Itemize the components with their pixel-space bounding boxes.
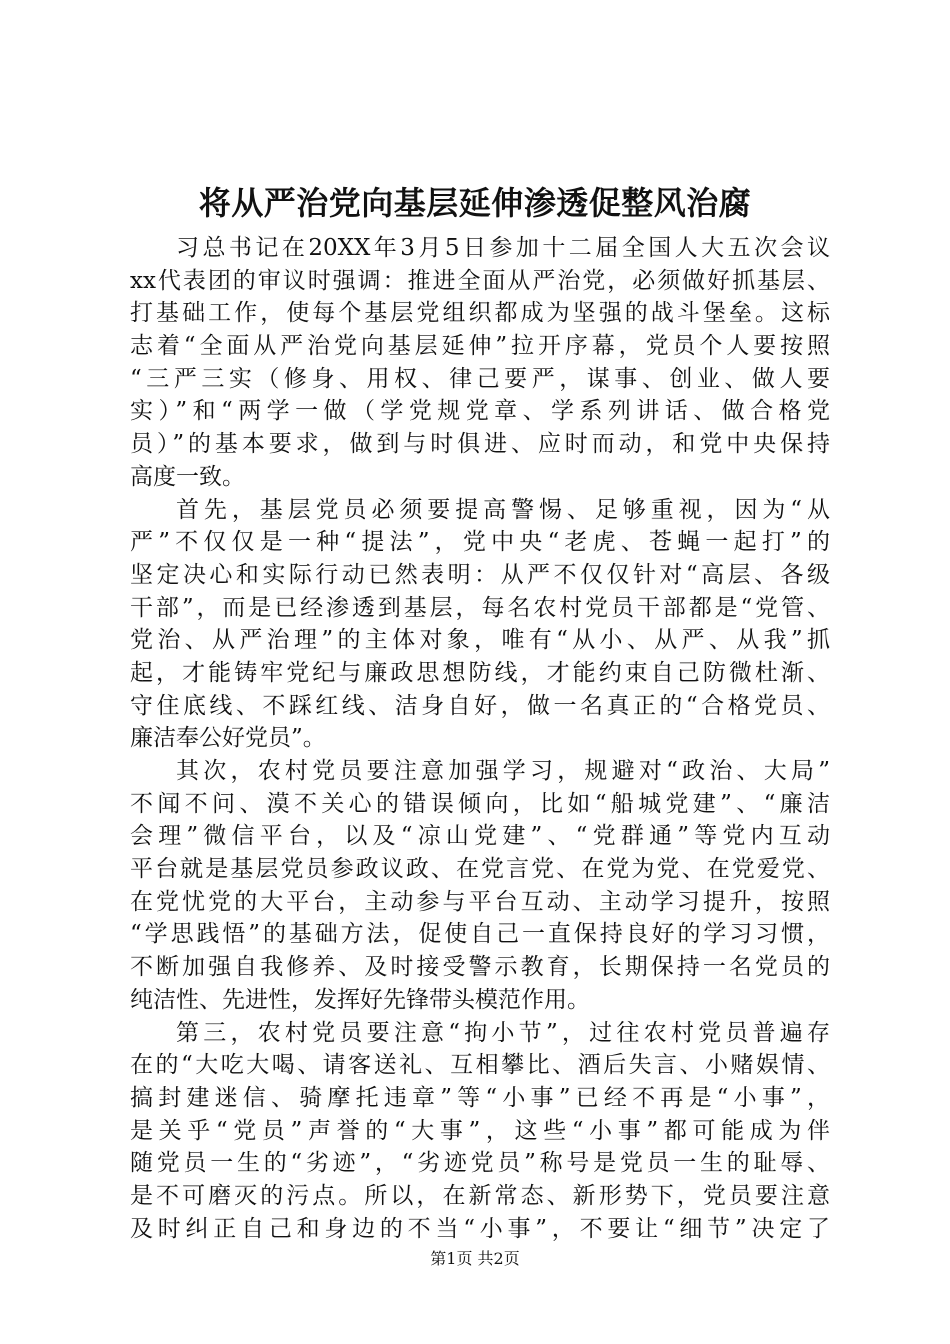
text-line: “三严三实（修身、用权、律己要严，谋事、创业、做人要: [130, 365, 830, 392]
text-line: 搞封建迷信、骑摩托违章”等“小事”已经不再是“小事”，: [130, 1084, 830, 1111]
document-title: 将从严治党向基层延伸渗透促整风治腐: [198, 184, 752, 222]
text-line: 随党员一生的“劣迹”，“劣迹党员”称号是党员一生的耻辱、: [130, 1150, 830, 1177]
text-line: 纯洁性、先进性，发挥好先锋带头模范作用。: [130, 986, 590, 1013]
text-line: 会理”微信平台，以及“凉山党建”、“党群通”等党内互动: [130, 823, 830, 850]
text-line: 是关乎“党员”声誉的“大事”，这些“小事”都可能成为伴: [130, 1117, 830, 1144]
text-line: 首先，基层党员必须要提高警惕、足够重视，因为“从: [176, 496, 830, 523]
text-line: 起，才能铸牢党纪与廉政思想防线，才能约束自己防微杜渐、: [130, 659, 830, 686]
text-line: 志着“全面从严治党向基层延伸”拉开序幕，党员个人要按照: [130, 333, 830, 360]
text-line: 习总书记在20XX年3月5日参加十二届全国人大五次会议: [176, 235, 830, 261]
text-line: 高度一致。: [130, 463, 245, 490]
text-line: 党治、从严治理”的主体对象，唯有“从小、从严、从我”抓: [130, 627, 830, 654]
text-line: 其次，农村党员要注意加强学习，规避对“政治、大局”: [176, 758, 830, 784]
text-line: 干部”，而是已经渗透到基层，每名农村党员干部都是“党管、: [130, 594, 830, 621]
page-footer: 第1页 共2页: [430, 1249, 520, 1268]
text-line: 廉洁奉公好党员”。: [130, 725, 326, 752]
text-line: 及时纠正自己和身边的不当“小事”，不要让“细节”决定了: [130, 1215, 830, 1242]
text-line: 在党忧党的大平台，主动参与平台互动、主动学习提升，按照: [130, 888, 830, 915]
text-line: 第三，农村党员要注意“拘小节”，过往农村党员普遍存: [176, 1019, 830, 1046]
text-line: 不闻不问、漠不关心的错误倾向，比如“船城党建”、“廉洁: [130, 790, 830, 817]
text-line: 员）”的基本要求，做到与时俱进、应时而动，和党中央保持: [130, 431, 830, 458]
text-line: xx代表团的审议时强调：推进全面从严治党，必须做好抓基层、: [130, 267, 830, 294]
text-line: 不断加强自我修养、及时接受警示教育，长期保持一名党员的: [130, 954, 830, 981]
document-body: [130, 232, 830, 1245]
text-line: 是不可磨灭的污点。所以，在新常态、新形势下，党员要注意: [130, 1182, 830, 1209]
text-line: 平台就是基层党员参政议政、在党言党、在党为党、在党爱党、: [130, 856, 830, 883]
text-line: 严”不仅仅是一种“提法”，党中央“老虎、苍蝇一起打”的: [130, 529, 830, 556]
text-line: 实）”和“两学一做（学党规党章、学系列讲话、做合格党: [130, 398, 830, 425]
text-line: 坚定决心和实际行动已然表明：从严不仅仅针对“高层、各级: [130, 561, 830, 588]
text-line: 打基础工作，使每个基层党组织都成为坚强的战斗堡垒。这标: [130, 300, 830, 327]
text-line: 守住底线、不踩红线、洁身自好，做一名真正的“合格党员、: [130, 692, 830, 719]
text-line: “学思践悟”的基础方法，促使自己一直保持良好的学习习惯，: [130, 921, 830, 948]
text-line: 在的“大吃大喝、请客送礼、互相攀比、酒后失言、小赌娱情、: [130, 1052, 830, 1079]
